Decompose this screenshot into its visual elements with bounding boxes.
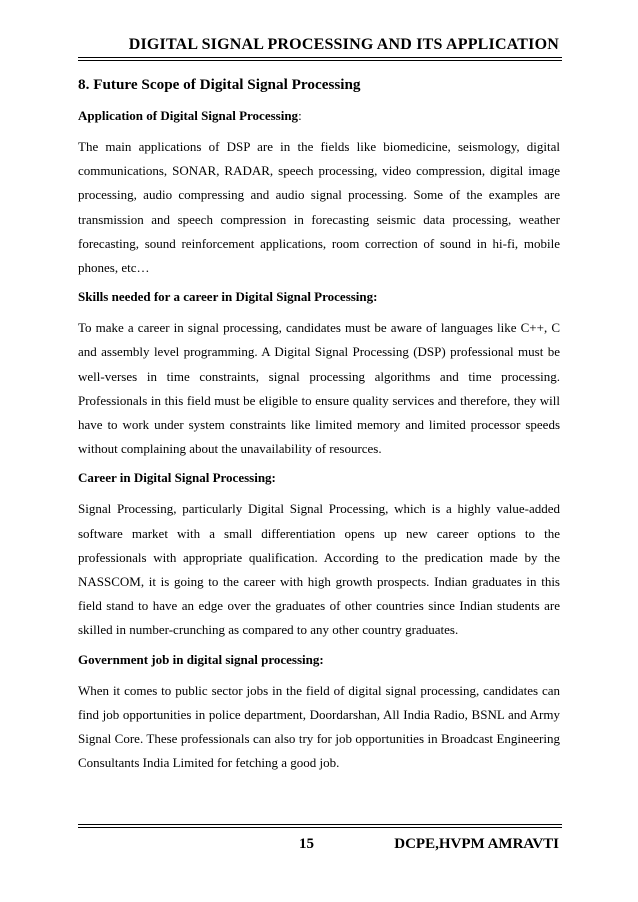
footer-organization: DCPE,HVPM AMRAVTI: [394, 836, 559, 852]
footer-divider: [78, 824, 562, 828]
subsection-heading: Career in Digital Signal Processing:: [78, 470, 276, 486]
subsection-application: [78, 108, 560, 280]
header-divider: [78, 57, 562, 61]
subsection-heading-colon: :: [298, 108, 302, 123]
section-title: 8. Future Scope of Digital Signal Processing: [78, 76, 361, 93]
subsection-career: [78, 470, 560, 642]
page-number: 15: [299, 836, 314, 852]
subsection-paragraph: The main applications of DSP are in the fields like biomedicine, seismology, digital communications, SONAR, RADAR, speech processing, video compression, digital image processing, audio compressing and audio signal processing. Some of the examples are transmission and speech compression in forecasting seismic data processing, weather forecasting, sound reinforcement applications, room correction of sound in hi-fi, mobile phones, etc…: [78, 139, 560, 276]
subsection-skills: [78, 289, 560, 461]
subsection-heading-text: Application of Digital Signal Processing: [78, 108, 299, 123]
subsection-paragraph: Signal Processing, particularly Digital Signal Processing, which is a highly value-added software market with a small differentiation opens up new career options to the professionals with appropriate qualification. According to the predication made by the NASSCOM, it is going to the career with high growth prospects. Indian graduates in this field stand to have an edge over the graduates of other countries since Indian students are skilled in number-crunching as compared to any other country graduates.: [78, 501, 560, 638]
subsection-heading: Skills needed for a career in Digital Signal Processing:: [78, 289, 378, 305]
subsection-paragraph: To make a career in signal processing, candidates must be aware of languages like C++, C and assembly level programming. A Digital Signal Processing (DSP) professional must be well-verses in time constraints, signal processing algorithms and time processing. Professionals in this field must be eligible to ensure quality services and therefore, they will have to work under system constraints like limited memory and limited processor speeds without complaining about the unavailability of resources.: [78, 320, 560, 457]
subsection-heading: Government job in digital signal processing:: [78, 651, 324, 667]
page-content: [78, 76, 560, 784]
subsection-government-job: [78, 652, 560, 776]
subsection-paragraph: When it comes to public sector jobs in the field of digital signal processing, candidates can find job opportunities in police department, Doordarshan, All India Radio, BSNL and Army Signal Core. These professionals can also try for job opportunities in Broadcast Engineering Consultants India Limited for fetching a good job.: [78, 682, 560, 771]
header-title: DIGITAL SIGNAL PROCESSING AND ITS APPLICATION: [128, 36, 559, 53]
subsection-heading: [78, 108, 560, 124]
